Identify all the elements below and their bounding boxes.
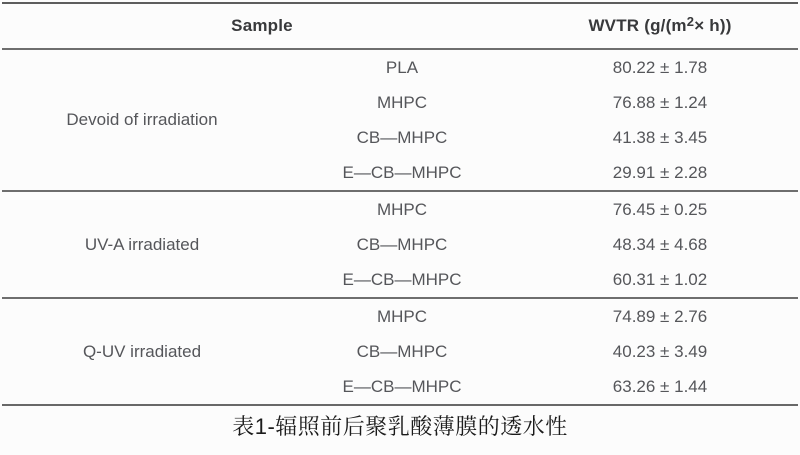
table-caption: 表1-辐照前后聚乳酸薄膜的透水性 [232, 414, 568, 439]
wvtr-value-cell: 74.89 ± 2.76 [612, 306, 708, 326]
sample-name-cell: E—CB—MHPC [342, 162, 462, 182]
column-header-sample: Sample [231, 16, 293, 35]
wvtr-unit-suffix: × h)) [694, 16, 732, 35]
wvtr-table [2, 2, 798, 406]
wvtr-value-cell: 60.31 ± 1.02 [612, 269, 708, 289]
wvtr-value-cell: 80.22 ± 1.78 [612, 57, 708, 77]
wvtr-value-cell: 76.88 ± 1.24 [612, 92, 708, 112]
sample-name-cell: CB—MHPC [356, 127, 448, 147]
wvtr-value-cell: 48.34 ± 4.68 [612, 234, 708, 254]
sample-name-cell: PLA [385, 57, 419, 77]
wvtr-value-cell: 76.45 ± 0.25 [612, 199, 708, 219]
table-section [2, 50, 798, 190]
wvtr-unit-prefix: WVTR (g/(m [588, 16, 687, 35]
wvtr-value-cell: 63.26 ± 1.44 [612, 376, 708, 396]
group-label: Q-UV irradiated [82, 341, 202, 361]
column-header-wvtr [522, 4, 798, 48]
sample-name-cell: MHPC [376, 92, 428, 112]
wvtr-superscript-2: 2 [686, 13, 695, 29]
sample-name-cell: CB—MHPC [356, 341, 448, 361]
wvtr-value-cell: 29.91 ± 2.28 [612, 162, 708, 182]
group-label: Devoid of irradiation [66, 110, 218, 129]
table-section [2, 297, 798, 404]
table-header-row [2, 4, 798, 50]
wvtr-value-cell: 40.23 ± 3.49 [612, 341, 708, 361]
sample-name-cell: MHPC [376, 306, 428, 326]
table-body [2, 50, 798, 404]
group-label: UV-A irradiated [84, 234, 200, 254]
sample-name-cell: E—CB—MHPC [342, 269, 462, 289]
sample-name-cell: CB—MHPC [356, 234, 448, 254]
wvtr-value-cell: 41.38 ± 3.45 [612, 127, 708, 147]
sample-name-cell: MHPC [376, 199, 428, 219]
sample-name-cell: E—CB—MHPC [342, 376, 462, 396]
table-figure [2, 0, 798, 442]
table-section [2, 190, 798, 297]
